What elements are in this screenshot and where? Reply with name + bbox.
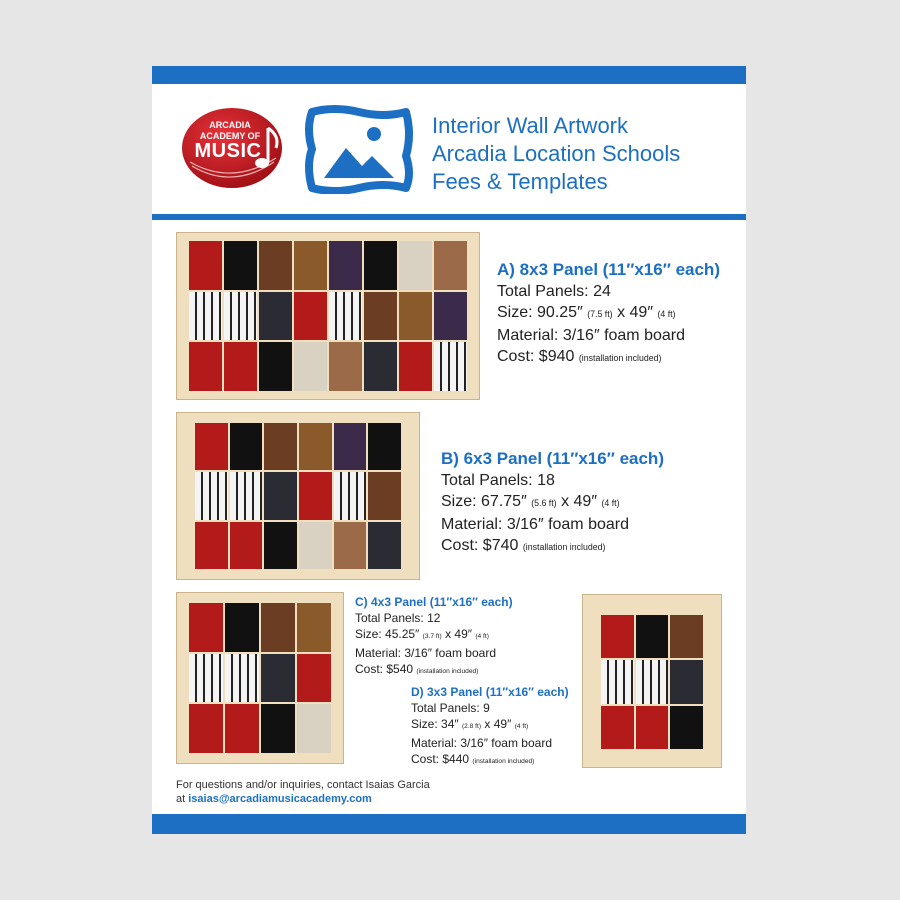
panel-b-material-label: Material: — [441, 516, 503, 533]
panel-c-material: 3/16″ foam board — [404, 646, 496, 660]
panel-a-size-w: 90.25″ — [537, 304, 583, 321]
panel-b-details — [441, 448, 664, 558]
panel-a-size-label: Size: — [497, 304, 533, 321]
panel-a-material: 3/16″ foam board — [562, 327, 685, 344]
poster-tile — [261, 603, 295, 652]
poster-tile — [189, 704, 223, 753]
poster-tile — [294, 342, 327, 391]
poster-tile — [189, 342, 222, 391]
panel-c-cost-note: (installation included) — [416, 668, 479, 675]
panel-a-size-w-ft: (7.5 ft) — [587, 309, 613, 319]
panel-b-size-w-ft: (5.6 ft) — [531, 498, 557, 508]
panel-d-cost-label: Cost: — [411, 752, 440, 766]
poster-preview-3x3 — [582, 594, 722, 768]
contact-email-link[interactable]: isaias@arcadiamusicacademy.com — [188, 793, 372, 805]
panel-c-details — [355, 594, 513, 680]
panel-c-size-h-ft: (4 ft) — [475, 633, 489, 640]
poster-tile — [261, 654, 295, 703]
image-placeholder-icon — [304, 104, 414, 194]
panel-b-size-h-ft: (4 ft) — [601, 498, 620, 508]
poster-tile — [334, 472, 367, 519]
poster-tile — [299, 522, 332, 569]
poster-tile — [399, 292, 432, 341]
panel-a-details — [497, 259, 720, 369]
poster-tile — [294, 292, 327, 341]
panel-b-size-label: Size: — [441, 493, 477, 510]
panel-b-total-label: Total Panels: — [441, 472, 533, 489]
poster-tile — [670, 706, 703, 749]
poster-tile — [189, 241, 222, 290]
panel-d-material-label: Material: — [411, 736, 458, 750]
poster-tile — [264, 472, 297, 519]
panel-a-cost-note: (installation included) — [578, 353, 662, 363]
poster-grid — [601, 615, 703, 749]
panel-d-cost: $440 — [442, 752, 470, 766]
poster-tile — [368, 472, 401, 519]
poster-tile — [259, 292, 292, 341]
panel-a-cost: $940 — [538, 348, 575, 365]
panel-b-total: 18 — [537, 472, 555, 489]
panel-c-size-x: x — [445, 627, 452, 641]
panel-d-size-w: 34″ — [441, 717, 459, 731]
poster-tile — [224, 292, 257, 341]
panel-a-size-h-ft: (4 ft) — [657, 309, 676, 319]
poster-tile — [399, 241, 432, 290]
logo-line-1: ARCADIA — [209, 120, 251, 130]
panel-d-cost-note: (installation included) — [472, 758, 535, 765]
poster-tile — [434, 241, 467, 290]
poster-tile — [670, 660, 703, 703]
panel-c-cost-label: Cost: — [355, 662, 384, 676]
panel-d-size-w-ft: (2.8 ft) — [461, 723, 482, 730]
poster-tile — [230, 423, 263, 470]
title-line-2: Arcadia Location Schools — [432, 141, 681, 166]
title-line-1: Interior Wall Artwork — [432, 113, 629, 138]
poster-tile — [299, 423, 332, 470]
poster-tile — [329, 241, 362, 290]
poster-tile — [261, 704, 295, 753]
poster-tile — [368, 522, 401, 569]
bottom-blue-bar — [152, 814, 746, 834]
panel-d-title: D) 3x3 Panel — [411, 685, 483, 699]
panel-d-size-h-ft: (4 ft) — [514, 723, 529, 730]
top-blue-bar — [152, 66, 746, 84]
poster-tile — [225, 603, 259, 652]
panel-a-total-label: Total Panels: — [497, 283, 589, 300]
header-titles — [432, 112, 680, 196]
flyer-sheet — [152, 66, 746, 834]
poster-tile — [297, 704, 331, 753]
poster-tile — [195, 423, 228, 470]
academy-logo — [180, 100, 288, 192]
panel-c-material-label: Material: — [355, 646, 402, 660]
poster-tile — [297, 654, 331, 703]
poster-tile — [224, 342, 257, 391]
panel-d-size-x: x — [484, 717, 491, 731]
panel-b-cost-note: (installation included) — [522, 542, 606, 552]
poster-preview-6x3 — [176, 412, 420, 580]
poster-tile — [189, 654, 223, 703]
panel-b-size-h: 49″ — [573, 493, 597, 510]
poster-tile — [264, 522, 297, 569]
poster-tile — [329, 292, 362, 341]
poster-tile — [636, 706, 669, 749]
panel-a-cost-label: Cost: — [497, 348, 535, 365]
poster-tile — [299, 472, 332, 519]
title-line-3: Fees & Templates — [432, 169, 608, 194]
poster-tile — [259, 342, 292, 391]
poster-tile — [230, 472, 263, 519]
poster-tile — [297, 603, 331, 652]
panel-c-cost: $540 — [386, 662, 414, 676]
panel-c-title: C) 4x3 Panel — [355, 595, 427, 609]
panel-c-size-label: Size: — [355, 627, 382, 641]
panel-a-material-label: Material: — [497, 327, 559, 344]
poster-tile — [601, 706, 634, 749]
contact-at: at — [176, 793, 186, 805]
panel-c-total-label: Total Panels: — [355, 611, 424, 625]
poster-tile — [364, 292, 397, 341]
poster-tile — [195, 472, 228, 519]
poster-tile — [230, 522, 263, 569]
logo-line-3: MUSIC — [194, 140, 262, 162]
panel-a-size-x: x — [617, 304, 626, 321]
poster-preview-8x3 — [176, 232, 480, 400]
poster-tile — [670, 615, 703, 658]
poster-tile — [225, 704, 259, 753]
panel-a-each: (11″x16″ each) — [602, 260, 720, 279]
panel-b-size-x: x — [561, 493, 570, 510]
poster-tile — [294, 241, 327, 290]
poster-tile — [189, 603, 223, 652]
panel-d-each: (11″x16″ each) — [485, 685, 569, 699]
poster-tile — [601, 660, 634, 703]
panel-c-size-w-ft: (3.7 ft) — [422, 633, 442, 640]
panel-c-total: 12 — [427, 611, 441, 625]
panel-d-total-label: Total Panels: — [411, 701, 480, 715]
panel-d-total: 9 — [483, 701, 490, 715]
poster-tile — [368, 423, 401, 470]
panel-d-details — [411, 684, 569, 770]
panel-c-size-h: 49″ — [454, 627, 473, 641]
panel-d-size-h: 49″ — [493, 717, 512, 731]
poster-tile — [264, 423, 297, 470]
poster-grid — [189, 603, 331, 753]
poster-grid — [189, 241, 467, 391]
poster-tile — [259, 241, 292, 290]
logo-line-2: ACADEMY OF — [199, 131, 261, 141]
panel-b-material: 3/16″ foam board — [506, 516, 629, 533]
poster-tile — [334, 522, 367, 569]
panel-b-size-w: 67.75″ — [481, 493, 527, 510]
poster-tile — [225, 654, 259, 703]
poster-tile — [329, 342, 362, 391]
panel-b-title: B) 6x3 Panel — [441, 449, 543, 468]
panel-a-total: 24 — [593, 283, 611, 300]
poster-tile — [601, 615, 634, 658]
panel-b-each: (11″x16″ each) — [546, 449, 664, 468]
panel-a-size-h: 49″ — [629, 304, 653, 321]
panel-c-each: (11″x16″ each) — [429, 595, 513, 609]
poster-preview-4x3 — [176, 592, 344, 764]
poster-tile — [434, 342, 467, 391]
panel-c-size-w: 45.25″ — [385, 627, 420, 641]
poster-tile — [334, 423, 367, 470]
poster-grid — [195, 423, 401, 569]
poster-tile — [195, 522, 228, 569]
poster-tile — [364, 241, 397, 290]
poster-tile — [224, 241, 257, 290]
poster-tile — [636, 660, 669, 703]
poster-tile — [434, 292, 467, 341]
panel-d-material: 3/16″ foam board — [460, 736, 552, 750]
poster-tile — [399, 342, 432, 391]
header-divider — [152, 214, 746, 220]
poster-tile — [364, 342, 397, 391]
panel-b-cost: $740 — [482, 537, 519, 554]
contact-info — [176, 778, 430, 806]
panel-a-title: A) 8x3 Panel — [497, 260, 599, 279]
panel-b-cost-label: Cost: — [441, 537, 479, 554]
poster-tile — [636, 615, 669, 658]
contact-line: For questions and/or inquiries, contact Isaias Garcia — [176, 779, 430, 791]
panel-d-size-label: Size: — [411, 717, 438, 731]
poster-tile — [189, 292, 222, 341]
